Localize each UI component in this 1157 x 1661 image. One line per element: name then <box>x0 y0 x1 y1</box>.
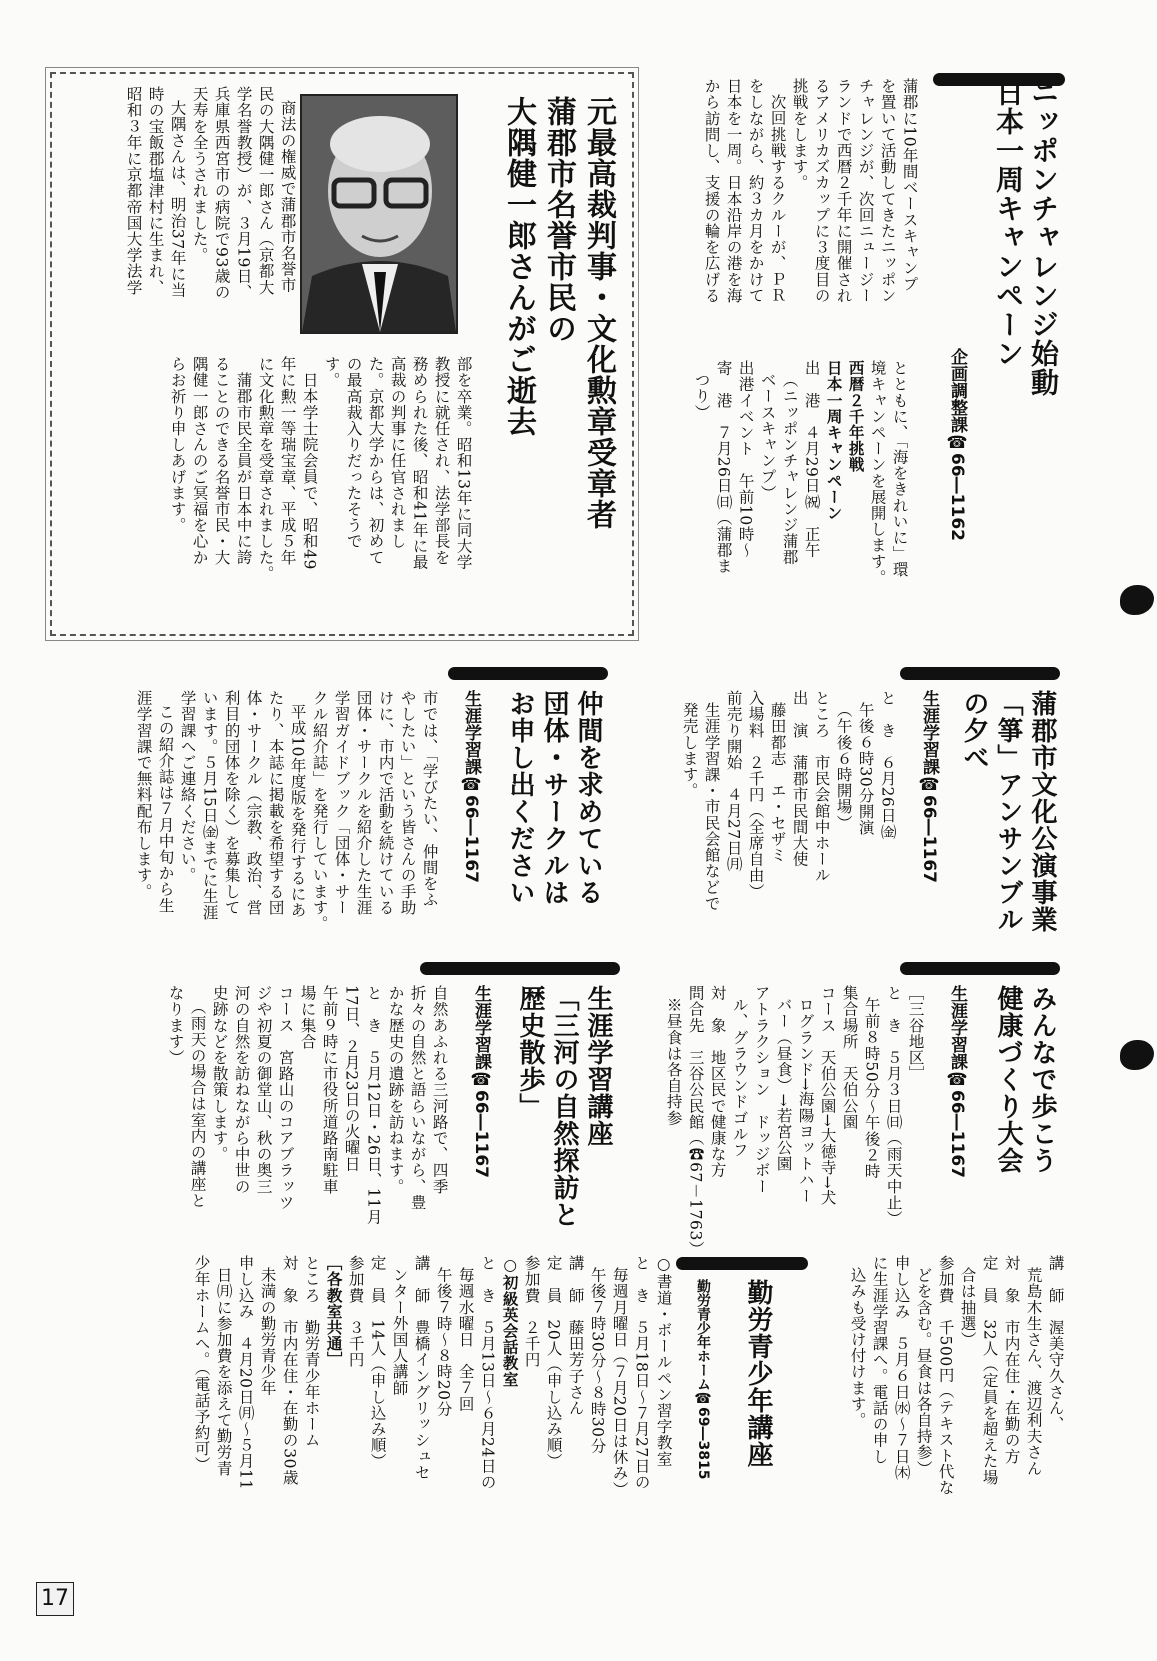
body-line: 昭和３年に京都帝国大学法学 <box>124 86 143 296</box>
body-line: 発売します。 <box>680 702 699 799</box>
body-line: す。 <box>322 356 341 389</box>
body-line: います。５月15日㈮までに生涯 <box>200 690 219 921</box>
body-line: 隅健一郎さんのご冥福を心か <box>190 356 209 566</box>
body-line: 西暦２千年挑戦 <box>846 360 866 473</box>
contact-info: 生涯学習課☎66―1167 <box>947 985 967 1178</box>
body-line: 問合先 三谷公民館（☎67－1763） <box>686 985 705 1258</box>
body-line: 参加費 千500円（テキスト代な <box>936 1255 955 1496</box>
body-line: 学習ガイドブック「団体・サー <box>332 690 351 916</box>
body-line: と き ６月26日㈮ <box>878 690 897 840</box>
body-line: たり、本誌に掲載を希望する団 <box>266 690 285 916</box>
body-line: 講 師 豊橋イングリッシュセ <box>412 1255 431 1481</box>
section-bar <box>448 667 608 680</box>
body-line: 挑戦をします。 <box>790 78 809 191</box>
scan-mark <box>1120 1040 1154 1070</box>
body-line: に生涯学習課へ。電話の申し <box>870 1255 889 1465</box>
body-line: ることのできる名誉市民・大 <box>212 356 231 566</box>
body-line: 少年ホームへ。（電話予約可） <box>192 1255 211 1473</box>
body-line: 河の自然を訪ねながら中世の <box>232 985 251 1195</box>
body-line: ログランド→海陽ヨットハー <box>796 997 815 1204</box>
article-title-line: 生涯学習講座 <box>583 985 613 1147</box>
body-line: 学習課へご連絡ください。 <box>178 690 197 884</box>
body-line: とともに、「海をきれいに」環 <box>890 360 909 578</box>
body-line: の最高裁入りだったそうで <box>344 356 363 550</box>
body-line: 17日、２月23日の火曜日 <box>342 985 361 1172</box>
body-line: どを含む。昼食は各自持参） <box>914 1267 933 1477</box>
body-line: 自然あふれる三河路で、四季 <box>430 985 449 1195</box>
body-line: 史跡などを散策します。 <box>210 985 229 1163</box>
body-line: 込みも受け付けます。 <box>848 1267 867 1428</box>
body-line: 出 演 蒲郡市民間大使 <box>790 690 809 868</box>
article-nippon-challenge-continued <box>630 360 930 620</box>
article-title-line: 健康づくり大会 <box>993 985 1023 1174</box>
body-line: アトラクション ドッジボー <box>752 985 771 1195</box>
article-obituary-lower <box>60 356 473 626</box>
body-line: と き ５月３日㈰（雨天中止） <box>884 985 903 1227</box>
body-line: 務められた後、昭和41年に最 <box>410 356 429 571</box>
body-line: 午前８時50分～午後２時 <box>862 997 881 1179</box>
article-history-walk <box>40 985 630 1245</box>
article-title-line: の夕べ <box>959 690 989 771</box>
body-line: 対 象 市内在住・在勤の30歳 <box>280 1255 299 1486</box>
body-line: ところ 勤労青少年ホーム <box>302 1255 321 1449</box>
body-line: 部を卒業。昭和13年に同大学 <box>454 356 473 571</box>
article-title-line: 仲間を求めている <box>573 690 603 906</box>
body-line: 出港イベント 午前10時～ <box>736 360 755 559</box>
contact-info: 企画調整課☎66―1162 <box>947 348 967 541</box>
article-title-line: 大隅健一郎さんがご逝去 <box>501 96 536 437</box>
body-line: 講 師 渥美守久さん、 <box>1046 1255 1065 1433</box>
body-line: 場に集合 <box>298 985 317 1050</box>
body-line: 寄 港 ７月26日㈰（蒲郡ま <box>714 360 733 575</box>
body-line: をしながら、約３カ月をかけて <box>746 78 765 304</box>
scan-mark <box>1120 585 1154 615</box>
article-title-line: 勤労青少年講座 <box>743 1279 773 1468</box>
body-line: 出 港 ４月29日㈷ 正午 <box>802 360 821 559</box>
body-line: かな歴史の遺跡を訪ねます。 <box>386 985 405 1195</box>
body-line: 荒島木生さん、渡辺利夫さん <box>1024 1267 1043 1477</box>
body-line: コース 宮路山のコアブラッツ <box>276 985 295 1211</box>
body-line: 団体・サークルを紹介した生涯 <box>354 690 373 916</box>
contact-info: 生涯学習課☎66―1167 <box>471 985 491 1178</box>
body-line: 未満の勤労青少年 <box>258 1267 277 1396</box>
section-bar <box>900 667 1060 680</box>
body-line: つり） <box>692 372 711 421</box>
body-line: コース 天伯公園→大徳寺→犬 <box>818 985 837 1206</box>
body-line: 蒲郡市民全員が日本中に誇 <box>234 372 253 566</box>
contact-info: 生涯学習課☎66―1167 <box>919 690 939 883</box>
body-line: 午後７時30分～８時30分 <box>588 1267 607 1454</box>
article-walking <box>640 985 1070 1258</box>
body-line: 生涯学習課・市民会館などで <box>702 702 721 912</box>
body-line: た。京都大学からは、初めて <box>366 356 385 566</box>
body-line: 毎週水曜日 全７回 <box>456 1267 475 1412</box>
body-line: （雨天の場合は室内の講座と <box>188 999 207 1209</box>
body-line: 商法の権威で蒲郡市名誉市 <box>278 100 297 294</box>
body-line: を置いて活動してきたニッポン <box>878 78 897 304</box>
body-line: 民の大隅健一郎さん（京都大 <box>256 86 275 296</box>
body-line: 定 員 32人（定員を超えた場 <box>980 1255 999 1486</box>
body-line: （ニッポンチャレンジ蒲郡 <box>780 372 799 566</box>
body-line: 合は抽選） <box>958 1267 977 1348</box>
body-line: 兵庫県西宮市の病院で93歳の <box>212 86 231 301</box>
body-line: チャレンジが、次回ニュージー <box>856 78 875 304</box>
contact-info: 勤労青少年ホーム☎69―3815 <box>695 1279 711 1480</box>
body-line: 集合場所 天伯公園 <box>840 985 859 1130</box>
body-line: 平成10年度版を発行するにあ <box>288 704 307 919</box>
body-line: （午後６時開場） <box>834 702 853 831</box>
body-line: 天寿を全うされました。 <box>190 86 209 264</box>
body-line: なります） <box>166 985 185 1066</box>
article-title-line: 歴史散歩」 <box>515 985 545 1120</box>
body-line: 前売り開始 ４月27日㈪ <box>724 690 743 872</box>
body-line: に文化勲章を受章されました。 <box>256 356 275 582</box>
article-title-line: みんなで歩こう <box>1027 985 1057 1174</box>
article-koto <box>640 690 1070 950</box>
section-bar <box>420 962 620 975</box>
article-title-line: 日本一周キャンペーン <box>992 78 1025 368</box>
body-line: ジや初夏の御堂山、秋の奥三 <box>254 985 273 1195</box>
article-title-line: 団体・サークルは <box>539 690 569 906</box>
article-title-line: ニッポンチャレンジ始動 <box>1027 78 1060 397</box>
article-title-line: 「三河の自然探訪と <box>549 985 579 1228</box>
body-line: ○初級英会話教室 <box>500 1255 520 1388</box>
body-line: 申し込み ４月20日㈪～５月11 <box>236 1255 255 1491</box>
body-line: バー（昼食）→若宮公園 <box>774 997 793 1172</box>
body-line: 次回挑戦するクルーが、ＰＲ <box>768 94 787 304</box>
body-line: 午前９時に市役所道路南駐車 <box>320 985 339 1195</box>
body-line: ところ 市民会館中ホール <box>812 690 831 884</box>
body-line: 涯学習課で無料配布します。 <box>134 690 153 900</box>
body-line: 毎週月曜日（７月20日は休み） <box>610 1267 629 1498</box>
body-line: らお祈り申しあげます。 <box>168 356 187 534</box>
body-line: から訪問し、支援の輪を広げる <box>702 78 721 304</box>
body-line: 対 象 地区民で健康な方 <box>708 985 727 1179</box>
body-line: 折々の自然と語らいながら、豊 <box>408 985 427 1211</box>
body-line: 午後６時30分開演 <box>856 702 875 836</box>
body-line: けに、市内で活動を続けている <box>376 690 395 916</box>
article-youth <box>90 1255 830 1575</box>
body-line: 日本を一周。日本沿岸の港を海 <box>724 78 743 304</box>
body-line: 教授に就任され、法学部長を <box>432 356 451 566</box>
body-line: と き ５月13日～６月24日の <box>478 1255 497 1491</box>
body-line: 日本学士院会員で、昭和49 <box>300 372 319 571</box>
body-line: 学名誉教授）が、３月19日、 <box>234 86 253 301</box>
page-number: 17 <box>36 1582 74 1616</box>
body-line: 年に勲一等瑞宝章、平成５年 <box>278 356 297 566</box>
body-line: ンター外国人講師 <box>390 1267 409 1396</box>
body-line: ベースキャンプ） <box>758 372 777 501</box>
body-line: るアメリカズカップに３度目の <box>812 78 831 304</box>
body-line: クル紹介誌」を発行しています。 <box>310 690 329 932</box>
body-line: 利目的団体を除く）を募集して <box>222 690 241 916</box>
body-line: 午後７時～８時20分 <box>434 1267 453 1417</box>
body-line: ［各教室共通］ <box>324 1255 344 1368</box>
body-line: この紹介誌は７月中旬から生 <box>156 704 175 914</box>
article-title-line: 「箏」アンサンブル <box>993 690 1023 933</box>
body-line: 入場料 ２千円（全席自由） <box>746 690 765 900</box>
body-line: と き ５月12日・26日、11月 <box>364 985 383 1225</box>
article-title-line: 蒲郡市名誉市民の <box>541 96 576 344</box>
body-line: 市では、「学びたい、仲間をふ <box>420 690 439 908</box>
body-line: ※昼食は各自持参 <box>664 997 683 1126</box>
body-line: ［三谷地区］ <box>906 985 925 1082</box>
body-line: 対 象 市内在住・在勤の方 <box>1002 1255 1021 1465</box>
body-line: やしたい」という皆さんの手助 <box>398 690 417 916</box>
article-title-line: 元最高裁判事・文化勲章受章者 <box>581 96 616 530</box>
body-line: 申し込み ５月６日㈬～７日㈭ <box>892 1255 911 1481</box>
article-title-line: お申し出ください <box>505 690 535 906</box>
body-line: 高裁の判事に任官されまし <box>388 356 407 550</box>
body-line: ○書道・ボールペン習字教室 <box>654 1255 673 1467</box>
body-line: 大隅さんは、明治37年に当 <box>168 100 187 299</box>
body-line: 定 員 20人（申し込み順） <box>544 1255 563 1470</box>
body-line: 日本一周キャンペーン <box>824 360 844 521</box>
body-line: 蒲郡に10年間ベースキャンプ <box>900 78 919 293</box>
body-line: 体・サークル（宗教、政治、営 <box>244 690 263 916</box>
article-title-line: 蒲郡市文化公演事業 <box>1027 690 1057 933</box>
body-line: 日㈪に参加費を添えて勤労青 <box>214 1267 233 1477</box>
body-line: 時の宝飯郡塩津村に生まれ、 <box>146 86 165 296</box>
body-line: ランドで西暦２千年に開催され <box>834 78 853 304</box>
body-line: 定 員 14人（申し込み順） <box>368 1255 387 1470</box>
body-line: 講 師 藤田芳子さん <box>566 1255 585 1416</box>
body-line: 参加費 ２千円 <box>522 1255 541 1368</box>
body-line: と き ５月18日～７月27日の <box>632 1255 651 1491</box>
body-line: 境キャンペーンを展開します。 <box>868 360 887 586</box>
body-line: 藤田都志 エ・セザミ <box>768 702 787 863</box>
article-circles <box>50 690 630 950</box>
section-bar <box>900 962 1060 975</box>
body-line: ル、グラウンドゴルフ <box>730 997 749 1158</box>
article-history-walk-continued <box>830 1255 1070 1555</box>
contact-info: 生涯学習課☎66―1167 <box>461 690 481 883</box>
body-line: 参加費 ３千円 <box>346 1255 365 1368</box>
